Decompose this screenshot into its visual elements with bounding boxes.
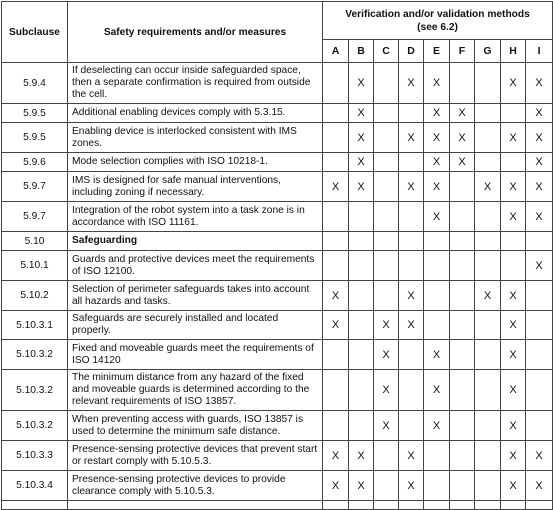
- method-mark-cell: X: [424, 153, 450, 172]
- method-mark-cell: [475, 63, 501, 104]
- method-mark-cell: [399, 370, 424, 411]
- method-mark-cell: X: [501, 202, 526, 232]
- method-mark-cell: X: [399, 123, 424, 153]
- method-mark-cell: [374, 251, 399, 281]
- subclause-cell: 5.9.7: [2, 202, 68, 232]
- method-mark-cell: [374, 232, 399, 251]
- method-mark-cell: X: [399, 311, 424, 340]
- table-row: [2, 202, 553, 232]
- method-column-header: E: [424, 40, 450, 63]
- method-mark-cell: [374, 471, 399, 501]
- method-mark-cell: X: [501, 172, 526, 202]
- method-mark-cell: [399, 232, 424, 251]
- subclause-cell: 5.10.3.1: [2, 311, 68, 340]
- table-row: [2, 104, 553, 123]
- method-mark-cell: X: [349, 471, 374, 501]
- method-mark-cell: [323, 340, 349, 370]
- method-mark-cell: X: [349, 441, 374, 471]
- method-mark-cell: X: [526, 202, 553, 232]
- subclause-cell: 5.9.7: [2, 172, 68, 202]
- method-mark-cell: X: [526, 104, 553, 123]
- method-mark-cell: X: [424, 411, 450, 441]
- verification-methods-header: [323, 2, 553, 40]
- table-body: [2, 63, 553, 510]
- method-mark-cell: X: [501, 471, 526, 501]
- method-mark-cell: X: [323, 311, 349, 340]
- requirement-cell: Mode selection complies with ISO 10218-1.: [68, 153, 323, 172]
- method-mark-cell: [475, 251, 501, 281]
- empty-cell: [349, 501, 374, 510]
- requirement-cell: Presence-sensing protective devices to provide clearance comply with 5.10.5.3.: [68, 471, 323, 501]
- method-mark-cell: [323, 232, 349, 251]
- method-mark-cell: [475, 411, 501, 441]
- method-mark-cell: X: [374, 411, 399, 441]
- subclause-cell: 5.9.4: [2, 63, 68, 104]
- subclause-cell: 5.10: [2, 232, 68, 251]
- method-mark-cell: X: [526, 63, 553, 104]
- method-mark-cell: X: [323, 281, 349, 311]
- method-column-header: D: [399, 40, 424, 63]
- method-mark-cell: [475, 202, 501, 232]
- method-mark-cell: X: [399, 63, 424, 104]
- method-mark-cell: [399, 251, 424, 281]
- method-mark-cell: [399, 153, 424, 172]
- method-mark-cell: X: [374, 311, 399, 340]
- method-mark-cell: [374, 172, 399, 202]
- table-row: [2, 123, 553, 153]
- method-mark-cell: X: [424, 202, 450, 232]
- method-mark-cell: [450, 411, 475, 441]
- requirement-cell: Safeguards are securely installed and located properly.: [68, 311, 323, 340]
- method-mark-cell: [399, 202, 424, 232]
- requirement-cell: Additional enabling devices comply with 5.3.15.: [68, 104, 323, 123]
- method-mark-cell: [349, 370, 374, 411]
- subclause-cell: 5.9.5: [2, 104, 68, 123]
- method-mark-cell: [399, 411, 424, 441]
- method-mark-cell: [450, 441, 475, 471]
- empty-cell: [475, 501, 501, 510]
- method-mark-cell: X: [349, 172, 374, 202]
- method-mark-cell: [349, 311, 374, 340]
- subclause-cell: 5.10.3.4: [2, 471, 68, 501]
- method-mark-cell: X: [399, 172, 424, 202]
- empty-cell: [501, 501, 526, 510]
- subclause-cell: 5.10.3.2: [2, 340, 68, 370]
- method-mark-cell: X: [399, 471, 424, 501]
- requirements-header: Safety requirements and/or measures: [68, 2, 323, 63]
- table-header: [2, 2, 553, 63]
- method-column-header: G: [475, 40, 501, 63]
- table-row: [2, 311, 553, 340]
- method-mark-cell: X: [349, 104, 374, 123]
- method-mark-cell: X: [526, 441, 553, 471]
- method-mark-cell: X: [424, 104, 450, 123]
- method-mark-cell: [475, 340, 501, 370]
- requirement-cell: IMS is designed for safe manual interventions, including zoning if necessary.: [68, 172, 323, 202]
- subclause-cell: 5.9.5: [2, 123, 68, 153]
- method-mark-cell: [450, 172, 475, 202]
- method-mark-cell: X: [323, 471, 349, 501]
- subclause-cell: 5.10.3.2: [2, 411, 68, 441]
- method-mark-cell: [323, 63, 349, 104]
- requirement-cell: Guards and protective devices meet the requirements of ISO 12100.: [68, 251, 323, 281]
- method-mark-cell: [424, 441, 450, 471]
- method-mark-cell: [450, 370, 475, 411]
- method-mark-cell: X: [501, 123, 526, 153]
- method-mark-cell: X: [501, 281, 526, 311]
- verification-table: [1, 1, 553, 510]
- empty-cell: [424, 501, 450, 510]
- method-mark-cell: [501, 153, 526, 172]
- requirement-cell: Presence-sensing protective devices that prevent start or restart comply with 5.10.5.3.: [68, 441, 323, 471]
- method-mark-cell: [374, 202, 399, 232]
- method-mark-cell: X: [349, 153, 374, 172]
- requirement-cell: Enabling device is interlocked consistent with IMS zones.: [68, 123, 323, 153]
- requirement-cell: Fixed and moveable guards meet the requirements of ISO 14120: [68, 340, 323, 370]
- method-mark-cell: [475, 441, 501, 471]
- method-mark-cell: [374, 441, 399, 471]
- method-mark-cell: [323, 251, 349, 281]
- method-mark-cell: [349, 411, 374, 441]
- method-mark-cell: X: [501, 370, 526, 411]
- method-mark-cell: [501, 104, 526, 123]
- method-mark-cell: [424, 471, 450, 501]
- method-mark-cell: [475, 471, 501, 501]
- empty-cell: [526, 501, 553, 510]
- method-mark-cell: X: [526, 153, 553, 172]
- method-mark-cell: [323, 123, 349, 153]
- method-mark-cell: [475, 153, 501, 172]
- method-mark-cell: [450, 471, 475, 501]
- table-row: [2, 251, 553, 281]
- empty-cell: [68, 501, 323, 510]
- table-row: [2, 441, 553, 471]
- method-mark-cell: X: [424, 172, 450, 202]
- method-mark-cell: X: [424, 63, 450, 104]
- method-mark-cell: [424, 232, 450, 251]
- method-mark-cell: X: [501, 63, 526, 104]
- requirement-cell: If deselecting can occur inside safeguarded space, then a separate confirmation is required from outside the cell.: [68, 63, 323, 104]
- method-mark-cell: [349, 340, 374, 370]
- method-mark-cell: X: [526, 172, 553, 202]
- method-mark-cell: X: [349, 123, 374, 153]
- method-mark-cell: [526, 311, 553, 340]
- method-column-header: H: [501, 40, 526, 63]
- method-mark-cell: X: [501, 311, 526, 340]
- method-mark-cell: [475, 232, 501, 251]
- method-mark-cell: [526, 281, 553, 311]
- method-mark-cell: X: [526, 471, 553, 501]
- method-mark-cell: X: [323, 172, 349, 202]
- method-mark-cell: [323, 153, 349, 172]
- method-mark-cell: [450, 202, 475, 232]
- method-mark-cell: [374, 153, 399, 172]
- table-row: [2, 370, 553, 411]
- method-mark-cell: X: [374, 340, 399, 370]
- section-heading-cell: Safeguarding: [68, 232, 323, 251]
- subclause-cell: 5.10.1: [2, 251, 68, 281]
- method-mark-cell: [323, 411, 349, 441]
- method-mark-cell: [526, 340, 553, 370]
- method-mark-cell: X: [450, 123, 475, 153]
- empty-cell: [374, 501, 399, 510]
- method-mark-cell: X: [450, 104, 475, 123]
- table-row: [2, 63, 553, 104]
- method-mark-cell: [424, 251, 450, 281]
- method-mark-cell: [475, 104, 501, 123]
- method-mark-cell: [349, 281, 374, 311]
- method-column-header: A: [323, 40, 349, 63]
- method-mark-cell: [501, 232, 526, 251]
- subclause-cell: 5.10.2: [2, 281, 68, 311]
- table-row: [2, 153, 553, 172]
- method-mark-cell: [501, 251, 526, 281]
- method-mark-cell: [526, 232, 553, 251]
- verification-title-line1: Verification and/or validation methods: [345, 8, 530, 20]
- method-column-header: C: [374, 40, 399, 63]
- verification-title-line2: (see 6.2): [417, 21, 458, 33]
- method-mark-cell: [450, 63, 475, 104]
- method-mark-cell: X: [450, 153, 475, 172]
- method-mark-cell: [399, 104, 424, 123]
- method-mark-cell: [349, 251, 374, 281]
- subclause-cell: 5.9.6: [2, 153, 68, 172]
- method-mark-cell: [424, 281, 450, 311]
- method-mark-cell: [323, 370, 349, 411]
- method-column-header: B: [349, 40, 374, 63]
- method-mark-cell: X: [526, 251, 553, 281]
- method-mark-cell: X: [399, 281, 424, 311]
- empty-cell: [450, 501, 475, 510]
- method-mark-cell: [450, 311, 475, 340]
- method-mark-cell: [374, 104, 399, 123]
- method-mark-cell: [374, 123, 399, 153]
- table-row: [2, 471, 553, 501]
- method-mark-cell: [349, 232, 374, 251]
- method-mark-cell: X: [349, 63, 374, 104]
- method-mark-cell: X: [374, 370, 399, 411]
- method-mark-cell: X: [501, 340, 526, 370]
- method-mark-cell: [450, 251, 475, 281]
- method-mark-cell: [349, 202, 374, 232]
- method-mark-cell: X: [475, 281, 501, 311]
- method-mark-cell: [323, 202, 349, 232]
- requirement-cell: When preventing access with guards, ISO 13857 is used to determine the minimum safe distance.: [68, 411, 323, 441]
- method-mark-cell: X: [399, 441, 424, 471]
- method-mark-cell: [450, 232, 475, 251]
- method-column-header: I: [526, 40, 553, 63]
- method-mark-cell: X: [424, 123, 450, 153]
- method-mark-cell: X: [323, 441, 349, 471]
- method-mark-cell: [475, 311, 501, 340]
- method-mark-cell: [323, 104, 349, 123]
- method-mark-cell: X: [424, 370, 450, 411]
- requirement-cell: Selection of perimeter safeguards takes into account all hazards and tasks.: [68, 281, 323, 311]
- method-mark-cell: X: [475, 172, 501, 202]
- method-mark-cell: [399, 340, 424, 370]
- method-mark-cell: X: [501, 441, 526, 471]
- requirement-cell: The minimum distance from any hazard of the fixed and moveable guards is determined according to the relevant requirements of ISO 13857.: [68, 370, 323, 411]
- method-mark-cell: [526, 411, 553, 441]
- method-mark-cell: X: [526, 123, 553, 153]
- table-row: [2, 340, 553, 370]
- method-mark-cell: [374, 63, 399, 104]
- table-row: [2, 411, 553, 441]
- method-mark-cell: [475, 370, 501, 411]
- table-row: [2, 172, 553, 202]
- method-mark-cell: X: [501, 411, 526, 441]
- empty-cell: [399, 501, 424, 510]
- method-mark-cell: X: [424, 340, 450, 370]
- table-row: [2, 281, 553, 311]
- subclause-header: Subclause: [2, 2, 68, 63]
- subclause-cell: 5.10.3.3: [2, 441, 68, 471]
- method-mark-cell: [374, 281, 399, 311]
- method-mark-cell: [450, 340, 475, 370]
- method-mark-cell: [424, 311, 450, 340]
- method-mark-cell: [475, 123, 501, 153]
- method-column-header: F: [450, 40, 475, 63]
- table-row-partial: [2, 501, 553, 510]
- requirement-cell: Integration of the robot system into a task zone is in accordance with ISO 11161.: [68, 202, 323, 232]
- empty-cell: [323, 501, 349, 510]
- empty-cell: [2, 501, 68, 510]
- method-mark-cell: [450, 281, 475, 311]
- method-mark-cell: [526, 370, 553, 411]
- table-row: [2, 232, 553, 251]
- subclause-cell: 5.10.3.2: [2, 370, 68, 411]
